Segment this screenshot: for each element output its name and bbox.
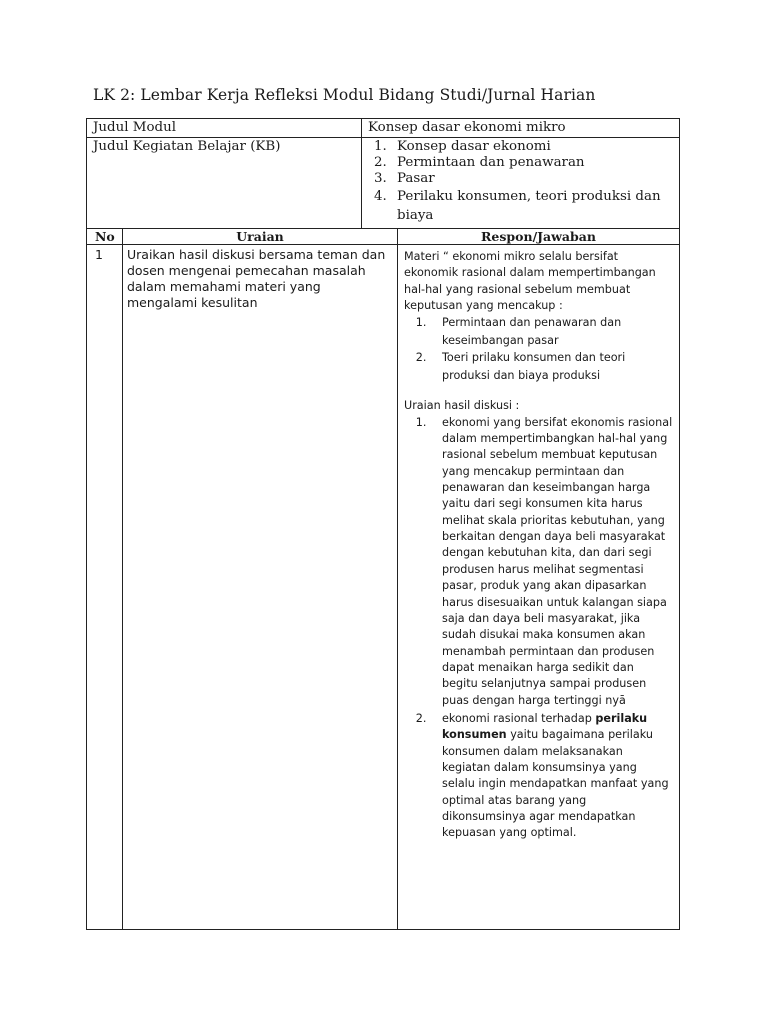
materi-intro: Materi “ ekonomi mikro selalu bersifat ekonomik rasional dalam mempertimbangan hal-hal yang rasional sebelum membuat keputusan yang mencakup : bbox=[404, 250, 656, 313]
kb-list-item: 2. Permintaan dan penawaran bbox=[391, 155, 673, 171]
reflection-table bbox=[86, 228, 680, 930]
module-title-row bbox=[87, 119, 680, 138]
module-info-table bbox=[86, 118, 680, 229]
table-row bbox=[87, 245, 680, 930]
reflection-header-row bbox=[87, 229, 680, 245]
list-item: 2. Toeri prilaku konsumen dan teori produksi dan biaya produksi bbox=[430, 349, 673, 384]
list-item: 1. Permintaan dan penawaran dan keseimbangan pasar bbox=[430, 314, 673, 349]
row-number: 1 bbox=[87, 245, 123, 930]
kb-title-label: Judul Kegiatan Belajar (KB) bbox=[87, 138, 362, 229]
materi-list bbox=[404, 314, 673, 384]
diskusi-list bbox=[404, 415, 673, 842]
header-respon: Respon/Jawaban bbox=[398, 229, 680, 245]
row-respon bbox=[398, 245, 680, 930]
header-uraian: Uraian bbox=[123, 229, 398, 245]
diskusi-item2-pre: ekonomi rasional terhadap bbox=[442, 711, 592, 725]
header-no: No bbox=[87, 229, 123, 245]
diskusi-item2-bold: perilaku konsumen bbox=[442, 711, 648, 742]
spacer bbox=[404, 384, 673, 398]
kb-list bbox=[368, 139, 673, 225]
list-item bbox=[430, 711, 673, 842]
kb-title-list-cell bbox=[362, 138, 680, 229]
module-title-value: Konsep dasar ekonomi mikro bbox=[362, 119, 680, 138]
page-title: LK 2: Lembar Kerja Refleksi Modul Bidang Studi/Jurnal Harian bbox=[93, 86, 596, 104]
kb-list-item: 1. Konsep dasar ekonomi bbox=[391, 139, 673, 155]
diskusi-label: Uraian hasil diskusi : bbox=[404, 399, 520, 413]
kb-list-item: 4. Perilaku konsumen, teori produksi dan biaya bbox=[391, 187, 673, 225]
list-item: 1. ekonomi yang bersifat ekonomis rasional dalam mempertimbangkan hal-hal yang rasional sebelum membuat keputusan yang mencakup permintaan dan penawaran dan keseimbangan harga yaitu dari segi konsumen kita harus melihat skala prioritas kebutuhan, yang berkaitan dengan daya beli masyarakat dengan kebutuhan kita, dan dari segi produsen harus melihat segmentasi pasar, produk yang akan dipasarkan harus disesuaikan untuk kalangan siapa saja dan daya beli masyarakat, jika sudah disukai maka konsumen akan menambah permintaan dan produsen dapat menaikan harga sedikit dan begitu selanjutnya sampai produsen puas dengan harga tertinggi nyā bbox=[430, 415, 673, 709]
row-uraian: Uraikan hasil diskusi bersama teman dan dosen mengenai pemecahan masalah dalam memahami materi yang mengalami kesulitan bbox=[123, 245, 398, 930]
module-title-label: Judul Modul bbox=[87, 119, 362, 138]
diskusi-item2-post: yaitu bagaimana perilaku konsumen dalam melaksanakan kegiatan dalam konsumsinya yang selalu ingin mendapatkan manfaat yang optimal atas barang yang dikonsumsinya agar mendapatkan kepuasan yang optimal. bbox=[442, 728, 669, 840]
kb-title-row bbox=[87, 138, 680, 229]
kb-list-item: 3. Pasar bbox=[391, 171, 673, 187]
